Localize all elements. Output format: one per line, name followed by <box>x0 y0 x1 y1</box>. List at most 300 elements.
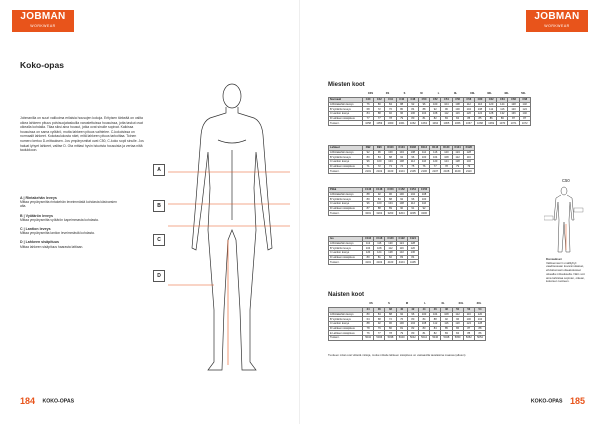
table-cell: 108 <box>441 312 452 317</box>
table-cell: 83 <box>396 255 407 260</box>
table-cell: 100 <box>418 312 429 317</box>
table-cell: 92 <box>385 112 396 117</box>
table-cell: 92 <box>363 150 374 155</box>
table-cell: 3206 <box>418 211 429 216</box>
table-cell: 128 <box>508 102 519 107</box>
table-cell: 112 <box>363 241 374 246</box>
table-cell: 80 <box>407 317 418 322</box>
table-cell: 73 <box>385 164 396 169</box>
table-cell: 5038 <box>385 336 396 341</box>
table-cell: 128 <box>385 251 396 256</box>
table-cell: 5040 <box>396 336 407 341</box>
table-cell: 1058 <box>363 121 374 126</box>
table-cell: 4102 <box>374 260 385 265</box>
table-cell: C42 <box>374 98 385 103</box>
row-label: Lahkeet <box>329 146 363 151</box>
table-cell: C52 <box>430 98 441 103</box>
table-cell: D112 <box>418 146 429 151</box>
table-cell: 2104 <box>396 169 407 174</box>
marker-b: B <box>153 200 165 212</box>
row-label: A Rintakehän leveys <box>329 150 363 155</box>
table-cell: 44 <box>418 308 429 313</box>
row-label: C Lantion leveys <box>329 322 363 327</box>
mens-letter-sizes <box>362 92 532 95</box>
row-label: A Rintakehän leveys <box>329 241 363 246</box>
marker-c: C <box>153 234 165 246</box>
table-cell: C54 <box>441 98 452 103</box>
table-cell: 96 <box>407 197 418 202</box>
table-cell: 100 <box>374 160 385 165</box>
table-cell: 91 <box>407 206 418 211</box>
table-cell: 3202 <box>374 211 385 216</box>
table-cell: 92 <box>396 312 407 317</box>
table-cell: 50 <box>452 308 463 313</box>
table-cell: 5052 <box>463 336 474 341</box>
size-label: 4XL <box>504 92 509 95</box>
table-cell: 82 <box>430 331 441 336</box>
table-cell: C46 <box>396 98 407 103</box>
table-cell: 1072 <box>519 121 530 126</box>
table-cell: 80 <box>363 155 374 160</box>
table-cell: 40 <box>396 308 407 313</box>
table-cell: 104 <box>396 150 407 155</box>
table-cell: 2102 <box>374 169 385 174</box>
size-label: XXL <box>458 302 464 305</box>
table-cell: 76 <box>385 107 396 112</box>
table-cell: D128 <box>463 146 474 151</box>
row-label: B Vyötärön leveys <box>329 155 363 160</box>
table-cell: 112 <box>407 160 418 165</box>
table-cell: 3204 <box>396 211 407 216</box>
brand-name: JOBMAN <box>534 11 580 22</box>
table-cell: C124 <box>407 237 418 242</box>
definition-title: A | Rintakehän leveys <box>20 196 57 200</box>
table-cell: 124 <box>474 112 485 117</box>
table-cell: 84 <box>363 112 374 117</box>
table-cell: C60 <box>474 98 485 103</box>
row-label: B Vyötärön leveys <box>329 246 363 251</box>
marker-d: D <box>153 270 165 282</box>
table-cell: 86 <box>474 331 485 336</box>
table-cell: 124 <box>519 107 530 112</box>
table-cell: 68 <box>363 107 374 112</box>
table-cell: 79 <box>374 326 385 331</box>
row-label: Tuotenr. <box>329 121 363 126</box>
table-cell: 75 <box>407 164 418 169</box>
table-cell: 74 <box>396 164 407 169</box>
size-label: XL <box>453 92 458 95</box>
table-cell: 132 <box>463 160 474 165</box>
definition-text: Mittaa ympärysmitta vyötärön kapeimmasta kohdasta. <box>20 217 99 222</box>
table-cell: 78 <box>441 164 452 169</box>
womens-sizes-title: Naisten koot <box>328 292 365 298</box>
size-label: XS <box>385 92 390 95</box>
table-cell: 72 <box>374 164 385 169</box>
size-label: 3XL <box>487 92 492 95</box>
table-cell: 1068 <box>474 121 485 126</box>
table-cell: 88 <box>418 107 429 112</box>
table-cell: 34 <box>363 308 374 313</box>
table-cell: 120 <box>385 241 396 246</box>
table-cell: 1064 <box>430 121 441 126</box>
table-cell: 3201 <box>363 211 374 216</box>
table-cell: 104 <box>474 317 485 322</box>
table-cell: 92 <box>396 197 407 202</box>
table-cell: 96 <box>374 150 385 155</box>
table-cell: 140 <box>519 112 530 117</box>
table-cell: C156 <box>418 188 429 193</box>
table-cell: 80 <box>407 331 418 336</box>
definition-a <box>20 196 120 209</box>
size-label: XXL <box>469 92 476 95</box>
table-cell: C66 <box>508 98 519 103</box>
table-cell: 1065 <box>441 121 452 126</box>
table-cell: 52 <box>463 308 474 313</box>
table-cell: 120 <box>407 246 418 251</box>
side-title: Kuvaukset <box>546 257 562 261</box>
table-cell: 104 <box>430 155 441 160</box>
table-cell: 104 <box>441 102 452 107</box>
table-cell: 5046 <box>430 336 441 341</box>
table-cell: 46 <box>430 308 441 313</box>
table-cell: 104 <box>385 202 396 207</box>
row-label: A Rintakehän leveys <box>329 102 363 107</box>
table-cell: 1069 <box>486 121 497 126</box>
definition-b <box>20 214 120 222</box>
side-description <box>546 258 586 284</box>
row-label: D Lahkeen sisäpituus <box>329 255 363 260</box>
table-cell: 2105 <box>407 169 418 174</box>
row-label: Tuotenr. <box>329 169 363 174</box>
table-cell: 124 <box>463 322 474 327</box>
table-cell: 116 <box>441 322 452 327</box>
table-cell: 112 <box>452 312 463 317</box>
table-cell: C118 <box>374 237 385 242</box>
table-cell: 120 <box>474 312 485 317</box>
table-cell: 116 <box>497 107 508 112</box>
table-cell: 120 <box>430 160 441 165</box>
table-cell: C50 <box>418 98 429 103</box>
table-cell: 68 <box>374 317 385 322</box>
size-label: L <box>424 302 426 305</box>
womens-table <box>328 307 486 341</box>
table-cell: 5054 <box>474 336 485 341</box>
table-cell: 1071 <box>508 121 519 126</box>
side-text: Valitsemasi C-mallilyhyt: vaaditessaan kuvanmukaiset, ehdottomasti oikeakokoiset oikealla mittauksella. Näin voit aina tarkistaa sopivan, oikean, kokoisen tuotteen. <box>546 260 585 284</box>
row-label: B Vyötärön leveys <box>329 107 363 112</box>
table-cell: 124 <box>497 102 508 107</box>
row-label: Tuotenr. <box>329 211 363 216</box>
table-cell: 116 <box>418 160 429 165</box>
table-cell: 108 <box>474 107 485 112</box>
table-cell: 76 <box>363 102 374 107</box>
table-cell: 87 <box>363 206 374 211</box>
table-cell: 88 <box>385 155 396 160</box>
table-cell: 79 <box>396 116 407 121</box>
table-cell: 112 <box>385 246 396 251</box>
table-cell: 64 <box>363 317 374 322</box>
table-cell: C62 <box>486 98 497 103</box>
table-cell: 5050 <box>452 336 463 341</box>
size-label: 5XL <box>521 92 526 95</box>
table-cell: 96 <box>363 202 374 207</box>
brand-logo <box>526 10 588 32</box>
brand-name: JOBMAN <box>20 11 66 22</box>
footer-right <box>531 396 585 406</box>
row-label: Normaali <box>329 98 363 103</box>
table-cell: 83 <box>418 326 429 331</box>
table-cell: 108 <box>418 192 429 197</box>
table-cell: C58 <box>463 98 474 103</box>
table-cell: 89 <box>385 206 396 211</box>
table-cell: 92 <box>374 192 385 197</box>
size-label: 3XL <box>476 302 482 305</box>
table-cell: 84 <box>418 317 429 322</box>
table-cell: 108 <box>452 102 463 107</box>
size-label: XL <box>441 302 445 305</box>
table-cell: 108 <box>407 150 418 155</box>
table-cell: 77 <box>374 116 385 121</box>
table-cell: 116 <box>374 241 385 246</box>
table-cell: 72 <box>374 107 385 112</box>
table-cell: 84 <box>374 312 385 317</box>
table-cell: 38 <box>385 308 396 313</box>
table-cell: 96 <box>385 192 396 197</box>
table-cell: 104 <box>407 192 418 197</box>
table-cell: 36 <box>374 308 385 313</box>
table-cell: 116 <box>463 312 474 317</box>
table-cell: 132 <box>396 251 407 256</box>
definition-c <box>20 227 120 235</box>
table-cell: 5048 <box>441 336 452 341</box>
table-cell: 136 <box>508 112 519 117</box>
table-cell: 88 <box>374 112 385 117</box>
table-cell: 104 <box>407 322 418 327</box>
table-cell: 116 <box>474 102 485 107</box>
table-cell: 108 <box>374 246 385 251</box>
table-cell: 120 <box>363 251 374 256</box>
table-cell: 88 <box>374 206 385 211</box>
table-cell: 120 <box>508 107 519 112</box>
brand-tagline: WORKWEAR <box>30 24 56 28</box>
table-cell: 92 <box>430 107 441 112</box>
table-cell: 88 <box>396 102 407 107</box>
table-cell: C48 <box>407 98 418 103</box>
table-cell: 96 <box>441 107 452 112</box>
table-cell: 84 <box>385 102 396 107</box>
intro-text: Jobmanilla on suuri valikoima erilaisia housujen kokoja. Erityisen tärkeää on valita oikea lahkeen pituus polvisuojataskuilla varustettuissa housuissa, jotta taskut ovat oikealla kohdalla. Tilaa siksi aina housut, jotka ovat sinulle sopivat. Kaikissa housuissa on sama vyötärö, mutta lahkeen pituus vaihtelee. C-kokoisissa on normaalit lahkeet. Kokotaulukosta näet, mitä lahkeen pituus tarkoittaa. Toinen numero kertoo D-mittauksen. Jos ympärysmitat ovat C50, C-koko sopii sinulle. Jos haluat lyhyet lahkeet, valitse D. Ota mittasi hyvin istuvista housuista ja vertaa niitä taulukkoon. <box>20 116 144 153</box>
table-cell: 80 <box>374 102 385 107</box>
table-row <box>329 260 419 265</box>
footer-label: KOKO-OPAS <box>530 398 563 405</box>
row-label: C Lantion leveys <box>329 112 363 117</box>
table-row <box>329 121 531 126</box>
table-cell: 54 <box>474 308 485 313</box>
row-label: C Lantion leveys <box>329 160 363 165</box>
table-cell: 100 <box>430 102 441 107</box>
c50-label: C50 <box>562 178 570 183</box>
definition-d <box>20 240 120 248</box>
table-cell: 2101 <box>363 169 374 174</box>
table-cell: 87 <box>508 116 519 121</box>
table-cell: 112 <box>418 150 429 155</box>
size-label: XXS <box>367 92 374 95</box>
footer-left <box>20 396 74 406</box>
table-cell: 83 <box>441 116 452 121</box>
table-cell: 92 <box>407 102 418 107</box>
right-page <box>300 0 600 424</box>
table-cell: 92 <box>441 317 452 322</box>
table-cell: 116 <box>452 112 463 117</box>
table-cell: 77 <box>363 116 374 121</box>
table-cell: 104 <box>363 246 374 251</box>
table-cell: C148 <box>374 188 385 193</box>
table-cell: 116 <box>418 202 429 207</box>
table-cell: C68 <box>519 98 530 103</box>
table-cell: 1070 <box>497 121 508 126</box>
table-cell: 100 <box>396 192 407 197</box>
table-cell: 128 <box>486 112 497 117</box>
table-cell: 80 <box>385 326 396 331</box>
table-cell: 108 <box>418 322 429 327</box>
row-label: C Lantion leveys <box>329 202 363 207</box>
measurement-definitions <box>20 196 120 254</box>
definition-text: Mittaa lahkeen sisäpituus haarasta lattiaan. <box>20 244 84 249</box>
table-cell: C56 <box>452 98 463 103</box>
table-cell: 100 <box>463 317 474 322</box>
table-cell: D108 <box>407 146 418 151</box>
table-cell: 81 <box>396 326 407 331</box>
table-cell: D96 <box>374 146 385 151</box>
table-cell: 76 <box>418 164 429 169</box>
table-cell: 4101 <box>363 260 374 265</box>
table-cell: 116 <box>396 246 407 251</box>
definition-text: Mittaa ympärysmitta rintakehän leveimmästä kohdasta käsivarsien alta. <box>20 200 117 209</box>
table-cell: 80 <box>363 312 374 317</box>
table-cell: 81 <box>418 116 429 121</box>
table-cell: 72 <box>385 317 396 322</box>
table-cell: 112 <box>441 112 452 117</box>
table-cell: 84 <box>430 326 441 331</box>
table-cell: 84 <box>407 255 418 260</box>
table-cell: C154 <box>407 188 418 193</box>
table-cell: 108 <box>396 160 407 165</box>
table-cell: C122 <box>396 237 407 242</box>
table-cell: 128 <box>407 241 418 246</box>
table-cell: 100 <box>452 107 463 112</box>
table-cell: 112 <box>452 155 463 160</box>
size-label: M <box>405 302 409 305</box>
table-cell: 81 <box>374 255 385 260</box>
table-cell: 86 <box>486 116 497 121</box>
table-cell: 124 <box>452 150 463 155</box>
leg-measure-illustration <box>544 186 584 256</box>
table-cell: 81 <box>418 331 429 336</box>
table-cell: 100 <box>418 197 429 202</box>
footer-label: KOKO-OPAS <box>42 398 75 405</box>
table-cell: 100 <box>396 322 407 327</box>
table-cell: 128 <box>452 160 463 165</box>
definition-title: B | Vyötärön leveys <box>20 213 54 218</box>
table-cell: 82 <box>430 116 441 121</box>
table-cell: C152 <box>396 188 407 193</box>
size-label: M <box>420 92 423 95</box>
table-cell: D92 <box>363 146 374 151</box>
page-number: 184 <box>20 396 36 406</box>
table-cell: 78 <box>385 116 396 121</box>
table-cell: 112 <box>430 322 441 327</box>
table-cell: 2108 <box>441 169 452 174</box>
table-cell: 48 <box>441 308 452 313</box>
table-cell: 96 <box>407 155 418 160</box>
table-cell: 5034 <box>363 336 374 341</box>
table-cell: 86 <box>497 116 508 121</box>
table-cell: 84 <box>374 155 385 160</box>
table-cell: 5036 <box>374 336 385 341</box>
table-cell: 120 <box>452 322 463 327</box>
brand-tagline: WORKWEAR <box>544 24 570 28</box>
table-cell: 2103 <box>385 169 396 174</box>
table-cell: 88 <box>385 312 396 317</box>
table-cell: 84 <box>374 197 385 202</box>
table-cell: D100 <box>385 146 396 151</box>
table-cell: 100 <box>407 112 418 117</box>
size-label: S <box>403 92 406 95</box>
table-row <box>329 336 486 341</box>
table-cell: 108 <box>441 155 452 160</box>
table-cell: 132 <box>497 112 508 117</box>
definition-text: Mittaa ympärysmitta lantion leveimmästä kohdasta. <box>20 231 95 236</box>
mens-tall-table <box>328 236 419 265</box>
table-cell: D116 <box>430 146 441 151</box>
table-cell: 78 <box>385 331 396 336</box>
table-cell: 96 <box>418 102 429 107</box>
table-cell: 80 <box>407 116 418 121</box>
mens-extra-table <box>328 187 430 216</box>
table-cell: 92 <box>396 155 407 160</box>
table-cell: 83 <box>441 331 452 336</box>
table-cell: 84 <box>407 107 418 112</box>
row-label: A Rintakehän leveys <box>329 192 363 197</box>
table-cell: 1067 <box>463 121 474 126</box>
table-cell: C116 <box>363 237 374 242</box>
table-cell: 79 <box>463 164 474 169</box>
table-cell: 76 <box>396 317 407 322</box>
row-label: A Rintakehän leveys <box>329 312 363 317</box>
table-cell: 100 <box>418 155 429 160</box>
table-cell: 2106 <box>418 169 429 174</box>
table-cell: 124 <box>396 241 407 246</box>
table-cell: 80 <box>363 197 374 202</box>
table-cell: 3205 <box>407 211 418 216</box>
table-cell: 80 <box>363 255 374 260</box>
table-cell: 96 <box>407 312 418 317</box>
table-cell: 104 <box>418 112 429 117</box>
table-cell: 76 <box>363 331 374 336</box>
definition-title: D | Lahkeen sisäpituus <box>20 240 59 245</box>
size-label: L <box>437 92 440 95</box>
table-cell: 85 <box>441 326 452 331</box>
table-cell: 136 <box>407 251 418 256</box>
marker-a: A <box>153 164 165 176</box>
table-cell: 92 <box>374 322 385 327</box>
table-cell: 3203 <box>385 211 396 216</box>
row-label: D Lahkeen sisäpituus <box>329 164 363 169</box>
table-cell: C120 <box>385 237 396 242</box>
page-title: Koko-opas <box>20 60 64 70</box>
mens-normal-table <box>328 97 531 126</box>
table-cell: 2109 <box>452 169 463 174</box>
